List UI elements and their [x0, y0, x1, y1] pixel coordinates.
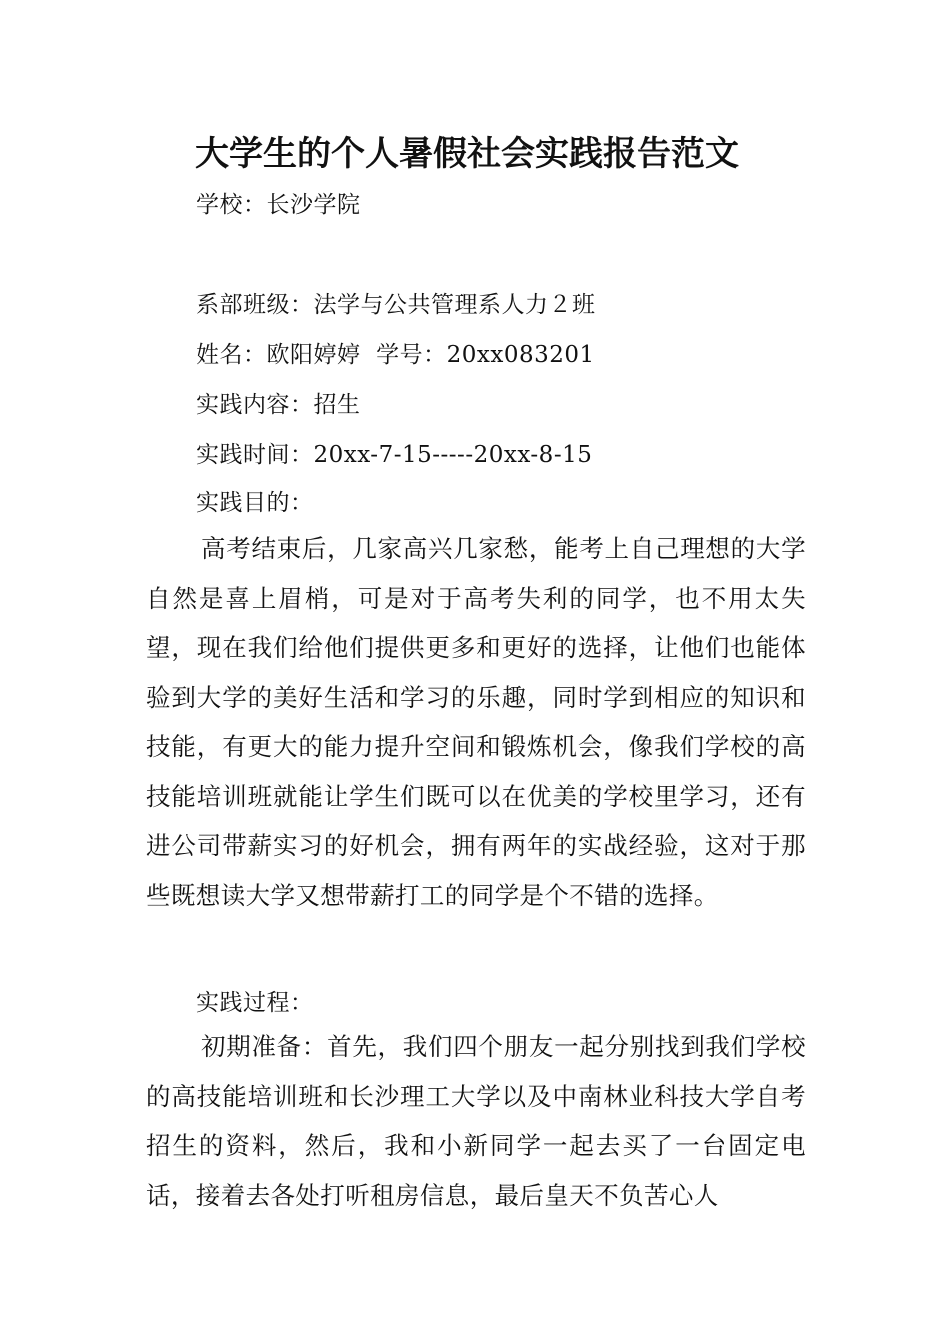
class-line: 系部班级：法学与公共管理系人力２班	[196, 292, 596, 318]
process-paragraph: 初期准备：首先，我们四个朋友一起分别找到我们学校的高技能培训班和长沙理工大学以及中南林业科技大学自考招生的资料，然后，我和小新同学一起去买了一台固定电话，接着去各处打听租房信息，最后皇天不负苦心人	[146, 1032, 806, 1210]
document-title: 大学生的个人暑假社会实践报告范文	[195, 134, 739, 174]
purpose-heading: 实践目的：	[196, 490, 314, 516]
time-line: 实践时间：20xx-7-15-----20xx-8-15	[196, 442, 593, 468]
process-heading: 实践过程：	[196, 990, 314, 1016]
purpose-paragraph: 高考结束后，几家高兴几家愁，能考上自己理想的大学自然是喜上眉梢，可是对于高考失利的同学，也不用太失望，现在我们给他们提供更多和更好的选择，让他们也能体验到大学的美好生活和学习的乐趣，同时学到相应的知识和技能，有更大的能力提升空间和锻炼机会，像我们学校的高技能培训班就能让学生们既可以在优美的学校里学习，还有进公司带薪实习的好机会，拥有两年的实战经验，这对于那些既想读大学又想带薪打工的同学是个不错的选择。	[146, 534, 806, 910]
school-line: 学校：长沙学院	[196, 192, 361, 218]
name-id-line: 姓名：欧阳婷婷 学号：20xx083201	[196, 342, 595, 368]
content-line: 实践内容：招生	[196, 392, 361, 418]
